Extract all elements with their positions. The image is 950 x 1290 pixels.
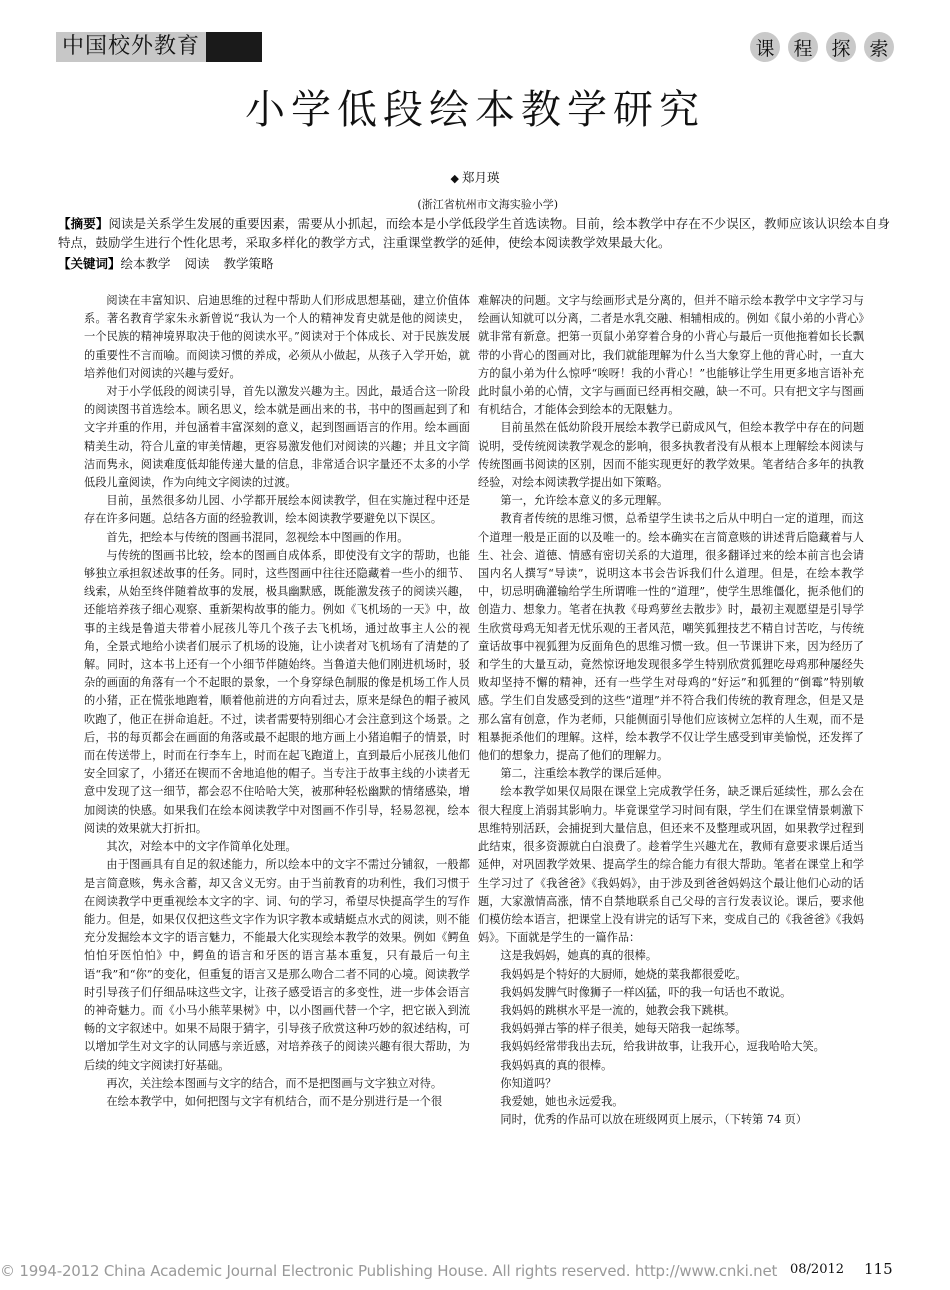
abstract: [58, 214, 890, 252]
abstract-text: 阅读是关系学生发展的重要因素，需要从小抓起，而绘本是小学低段学生首选读物。目前，绘本教学中存在不少误区，教师应该认识绘本自身特点，鼓励学生进行个性化思考，采取多样化的教学方式，注重课堂教学的延伸，使绘本阅读教学效果最大化。: [58, 216, 890, 250]
author-line: [0, 168, 950, 186]
poem-line: 我妈妈真的真的很棒。: [500, 1058, 613, 1072]
paragraph: 第二，注重绘本教学的课后延伸。: [500, 767, 669, 781]
paragraph: 首先，把绘本与传统的图画书混同，忽视绘本中图画的作用。: [106, 530, 409, 544]
poem-line: 你知道吗？: [500, 1076, 557, 1090]
issue-date: 08/2012: [790, 1262, 845, 1277]
journal-header: [56, 32, 262, 62]
author-marker: ◆: [450, 172, 459, 185]
keywords-tag: 【关键词】: [58, 256, 121, 271]
paragraph: 阅读在丰富知识、启迪思维的过程中帮助人们形成思想基础，建立价值体系。著名教育学家朱永新曾说“我认为一个人的精神发育史就是他的阅读史，一个民族的精神境界取决于他的阅读水平。”阅读对于个体成长、对于民族发展的重要性不言而喻。而阅读习惯的养成，必须从小做起，从孩子入学开始，就培养他们对阅读的兴趣与爱好。: [84, 294, 470, 380]
poem-line: 我妈妈的跳棋水平是一流的，她教会我下跳棋。: [500, 1003, 736, 1017]
section-header: [750, 32, 894, 62]
paragraph: 在绘本教学中，如何把图与文字有机结合，而不是分别进行是一个很: [106, 1094, 443, 1108]
poem-line: 我妈妈是个特好的大厨师，她烧的菜我都很爱吃。: [500, 967, 747, 981]
body-column-right: [478, 292, 864, 1129]
abstract-tag: 【摘要】: [58, 216, 109, 231]
paragraph: 再次，关注绘本图画与文字的结合，而不是把图画与文字独立对待。: [106, 1076, 443, 1090]
paragraph: 第一，允许绘本意义的多元理解。: [500, 494, 669, 508]
paragraph: 同时，优秀的作品可以放在班级网页上展示，（下转第 74 页）: [500, 1113, 808, 1127]
author-name: 郑月瑛: [461, 170, 500, 185]
poem-line: 我妈妈经常带我出去玩，给我讲故事，让我开心，逗我哈哈大笑。: [500, 1040, 825, 1054]
section-char: 探: [826, 32, 856, 62]
paragraph: 教育者传统的思维习惯，总希望学生读书之后从中明白一定的道理，而这个道理一般是正面的以及唯一的。绘本确实在言简意赅的讲述背后隐藏着与人生、社会、道德、情感有密切关系的大道理，很多翻译过来的绘本前言也会请国内名人撰写“导读”，说明这本书会告诉我们什么道理。但是，在绘本教学中，切忌明确灌输给学生所谓唯一性的“道理”，使学生思维僵化，扼杀他们的创造力、想象力。笔者在执教《母鸡萝丝去散步》时，最初主观愿望是引导学生欣赏母鸡无知者无忧乐观的王者风范，嘲笑狐狸技艺不精自讨苦吃，与传统童话故事中视狐狸为反面角色的思维习惯一致。但一节课讲下来，因为经历了和学生的大量互动，竟然惊讶地发现很多学生特别欣赏狐狸吃母鸡那种屡经失败却坚持不懈的精神，还有一些学生对母鸡的“好运”和狐狸的“倒霉”特别敏感。学生们自发感受到的这些“道理”并不符合我们传统的教育理念，但是又是那么富有创意，作为老师，只能侧面引导他们应该树立怎样的人生观，而不是粗暴扼杀他们的理解。这样，绘本教学不仅让学生感受到审美愉悦，还发挥了他们的想象力，提高了他们的理解力。: [478, 512, 864, 763]
paragraph: 难解决的问题。文字与绘画形式是分离的，但并不暗示绘本教学中文字学习与绘画认知就可以分离，二者是水乳交融、相辅相成的。例如《鼠小弟的小背心》就非常有新意。把第一页鼠小弟穿着合身的小背心与最后一页他拖着如长长飘带的小背心的图画对比，我们就能理解为什么当大象穿上他的背心时，一直大方的鼠小弟为什么惊呼“唉呀！我的小背心！”也能够让学生用更多地言语补充此时鼠小弟的心情，文字与画面已经再相交融，缺一不可。只有把文字与图画有机结合，才能体会到绘本的无限魅力。: [478, 294, 864, 417]
paragraph: 绘本教学如果仅局限在课堂上完成教学任务，缺乏课后延续性，那么会在很大程度上消弱其影响力。毕竟课堂学习时间有限，学生们在课堂情景刺激下思维特别活跃，会捕捉到大量信息，但还来不及整理或巩固，如果教学过程到此结束，很多资源就白白浪费了。趁着学生兴趣尤在，教师有意要求课后适当延伸，对巩固教学效果、提高学生的综合能力有很大帮助。笔者在课堂上和学生学习过了《我爸爸》《我妈妈》，由于涉及到爸爸妈妈这个最让他们心动的话题，大家激情高涨，情不自禁地联系自己父母的言行发表议论。课后，要求他们模仿绘本语言，把课堂上没有讲完的话写下来，变成自己的《我爸爸》《我妈妈》。下面就是学生的一篇作品：: [478, 785, 864, 945]
page-number: 115: [864, 1260, 893, 1278]
poem-line: 这是我妈妈，她真的真的很棒。: [500, 949, 658, 963]
poem-line: 我妈妈弹古筝的样子很美，她每天陪我一起练琴。: [500, 1022, 747, 1036]
keyword: 绘本教学: [120, 256, 171, 271]
section-char: 程: [788, 32, 818, 62]
paragraph: 与传统的图画书比较，绘本的图画自成体系，即使没有文字的帮助，也能够独立承担叙述故事的任务。同时，这些图画中往往还隐藏着一些小的细节、线索，从始至终伴随着故事的发展，极具幽默感，既能激发孩子的阅读兴趣，还能培养孩子细心观察、重新架构故事的能力。例如《飞机场的一天》中，故事的主线是鲁道夫带着小屁孩儿等几个孩子去飞机场，通过故事主人公的视角，全景式地给小读者们展示了机场的设施，让小读者对飞机场有了清楚的了解。同时，这本书上还有一个小细节伴随始终。当鲁道夫他们刚进机场时，驳杂的画面的角落有一个不起眼的景象，一个身穿绿色制服的像是机场工作人员的小猪，正在慌张地跑着，顺着他前进的方向看过去，原来是绿色的帽子被风吹跑了，他正在拼命追赶。不过，读者需要特别细心才会注意到这个场景。之后，书的每页都会在画面的角落或最不起眼的地方画上小猪追帽子的情景，时而在传送带上，时而在行李车上，时而在起飞跑道上，直到最后小屁孩儿他们安全回家了，小猪还在锲而不舍地追他的帽子。当专注于故事主线的小读者无意中发现了这一细节，都会忍不住哈哈大笑，被那种轻松幽默的情绪感染，增加阅读的快感。如果我们在绘本阅读教学中对图画不作引导，轻易忽视，绘本阅读的效果就大打折扣。: [84, 548, 470, 835]
journal-name: 中国校外教育: [56, 32, 206, 62]
poem-line: 我爱她，她也永远爱我。: [500, 1094, 624, 1108]
keyword: 教学策略: [223, 256, 274, 271]
keywords: [58, 254, 890, 273]
section-char: 课: [750, 32, 780, 62]
affiliation: (浙江省杭州市文海实验小学): [417, 198, 558, 211]
paragraph: 对于小学低段的阅读引导，首先以激发兴趣为主。因此，最适合这一阶段的阅读图书首选绘本。顾名思义，绘本就是画出来的书，书中的图画起到了和文字并重的作用，并包涵着丰富深刻的意义，起到图画语言的作用。绘本画面精美生动，符合儿童的审美情趣，更容易激发他们对阅读的兴趣；并且文字简洁而隽永，阅读难度低却能传递大量的信息，非常适合识字量还不太多的小学低段儿童阅读，作为向纯文字阅读的过渡。: [84, 385, 470, 490]
paragraph: 目前，虽然很多幼儿园、小学都开展绘本阅读教学，但在实施过程中还是存在许多问题。总结各方面的经验教训，绘本阅读教学要避免以下误区。: [84, 494, 470, 526]
copyright-watermark: © 1994-2012 China Academic Journal Electronic Publishing House. All rights reserved. http://www.cnki.net: [0, 1262, 778, 1280]
body-column-left: [84, 292, 470, 1111]
paragraph: 目前虽然在低幼阶段开展绘本教学已蔚成风气，但绘本教学中存在的问题说明，受传统阅读教学观念的影响，很多执教者没有从根本上理解绘本阅读与传统图画书阅读的区别，因而不能实现更好的教学效果。笔者结合多年的执教经验，对绘本阅读教学提出如下策略。: [478, 421, 864, 490]
header-dark-bar: [206, 32, 262, 62]
keyword: 阅读: [184, 256, 210, 271]
section-char: 索: [864, 32, 894, 62]
poem-line: 我妈妈发脾气时像狮子一样凶猛，吓的我一句话也不敢说。: [500, 985, 792, 999]
article-title: 小学低段绘本教学研究: [245, 87, 705, 133]
paragraph: 其次，对绘本中的文字作简单化处理。: [106, 840, 297, 854]
paragraph: 由于图画具有自足的叙述能力，所以绘本中的文字不需过分铺叙，一般都是言简意赅，隽永含蓄，却又含义无穷。由于当前教育的功利性，我们习惯于在阅读教学中更重视绘本文字的字、词、句的学习，希望尽快提高学生的写作能力。但是，如果仅仅把这些文字作为识字教本或蜻蜓点水式的阅读，则不能充分发掘绘本文字的语言魅力，不能最大化实现绘本教学的效果。例如《鳄鱼怕怕牙医怕怕》中，鳄鱼的语言和牙医的语言基本重复，只有最后一句主语“我”和“你”的变化，但重复的语言又是那么吻合二者不同的心境。阅读教学时引导孩子们仔细品味这些文字，让孩子感受语言的多变性，进一步体会语言的神奇魅力。而《小马小熊苹果树》中，以小图画代替一个字，把它嵌入到流畅的文字叙述中。如果不局限于猜字，引导孩子欣赏这种巧妙的叙述结构，可以增加学生对文字的认同感与亲近感，对培养孩子的阅读兴趣有很大帮助，为后续的纯文字阅读打好基础。: [84, 858, 470, 1072]
